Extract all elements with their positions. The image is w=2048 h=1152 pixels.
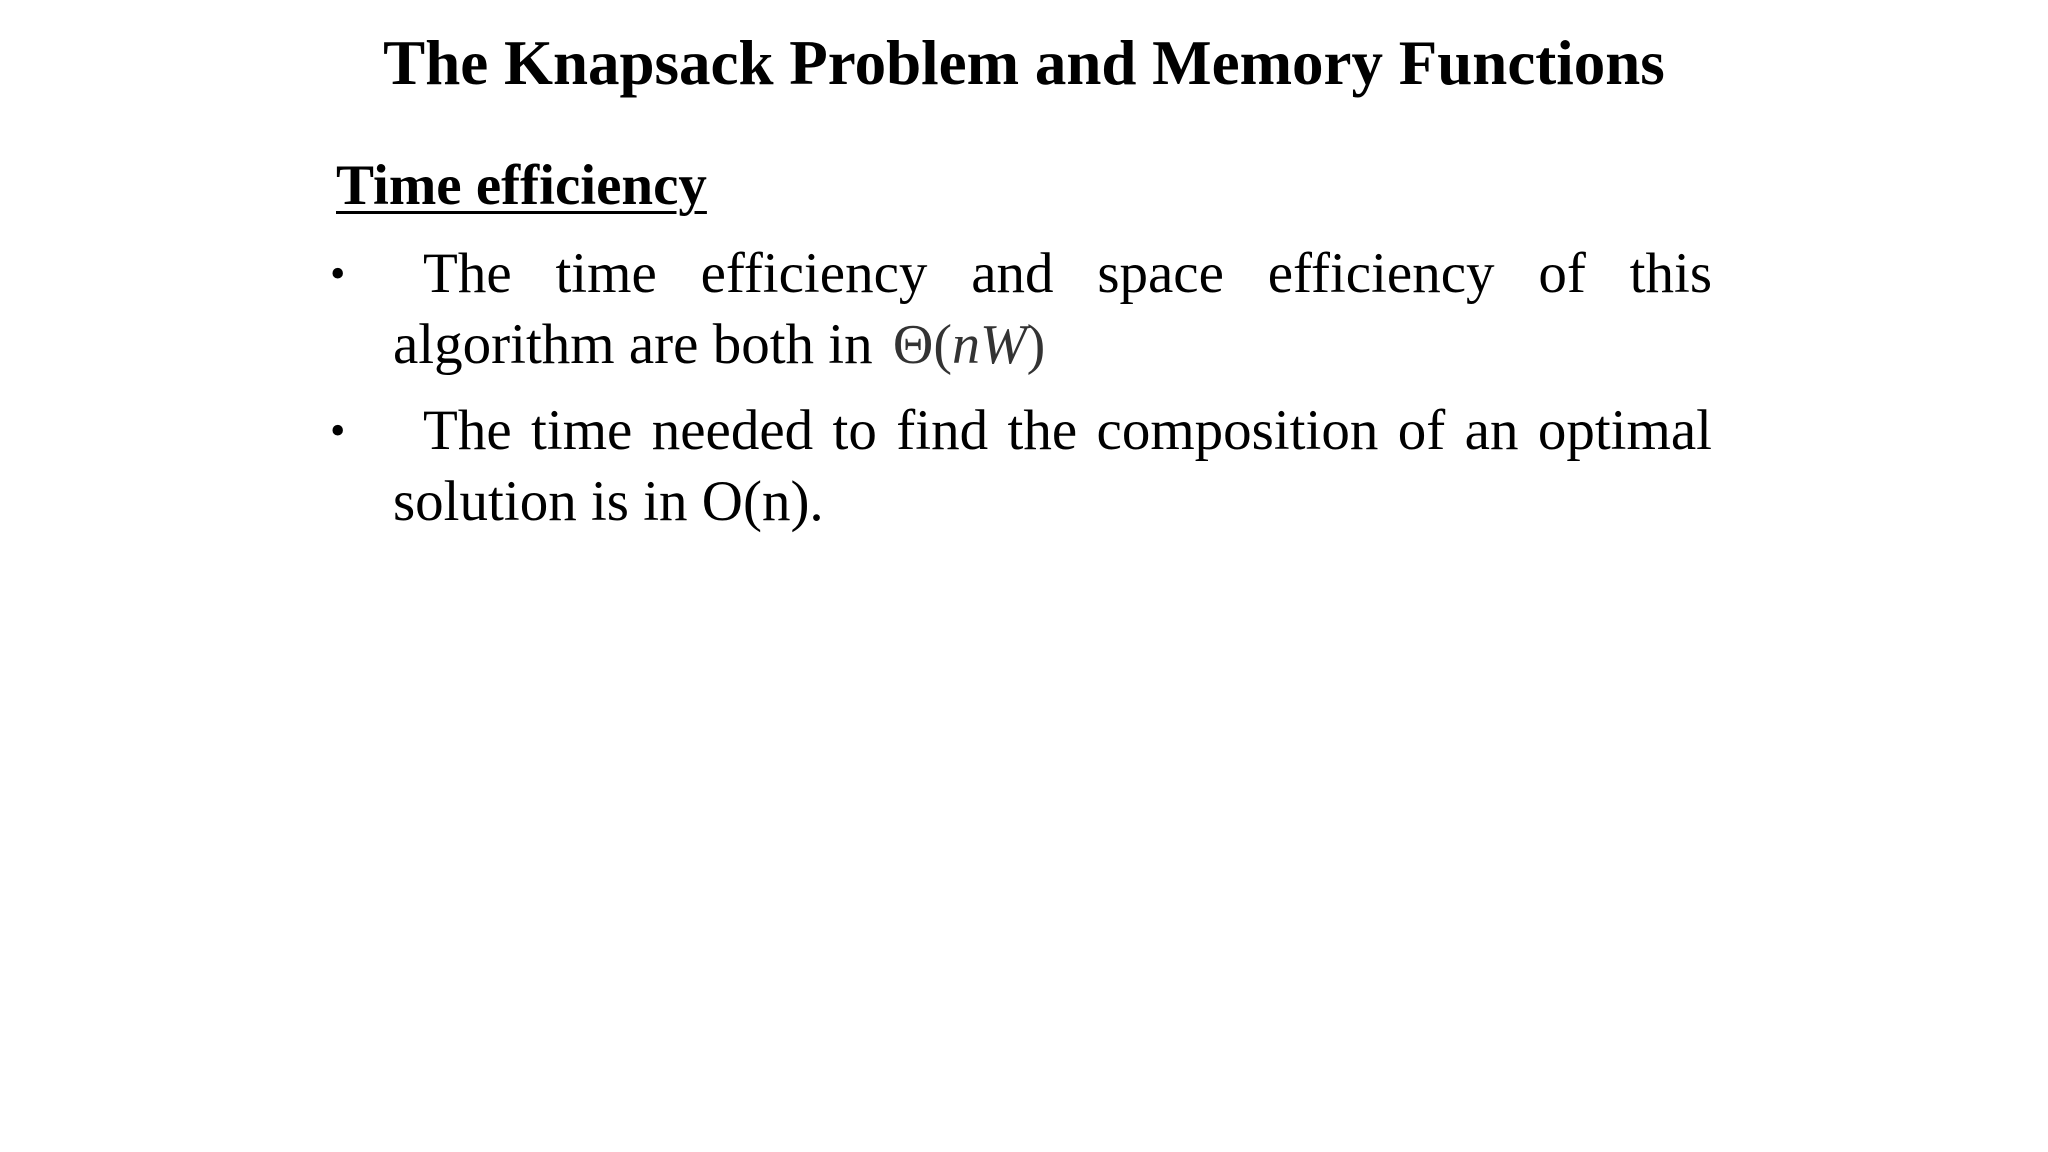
section-heading-time-efficiency: Time efficiency (336, 154, 707, 217)
bullet-text: The time needed to find the composition of an optimal solution is in O(n). (393, 399, 1712, 533)
bullet-list (330, 238, 1712, 537)
slide-title: The Knapsack Problem and Memory Functions (383, 28, 1665, 98)
bullet-text: The time efficiency and space efficiency of this algorithm are both in (393, 242, 1712, 376)
formula-variable-w: W (980, 314, 1027, 376)
bullet-marker: • (330, 406, 346, 455)
bullet-item-composition (330, 395, 1712, 537)
formula-open-paren: ( (933, 314, 952, 376)
theta-nw-formula (893, 314, 1045, 376)
formula-close-paren: ) (1026, 314, 1046, 376)
bullet-marker: • (330, 249, 346, 298)
theta-symbol: Θ (892, 314, 934, 376)
formula-variable-n: n (952, 314, 980, 376)
bullet-item-complexity (330, 238, 1712, 381)
